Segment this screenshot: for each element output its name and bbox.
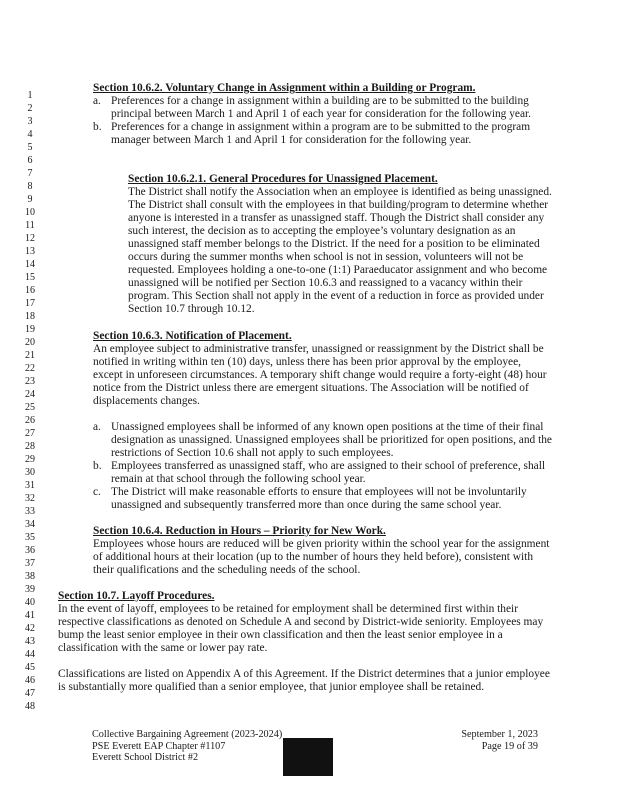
line-number: 10 [25,207,35,218]
item-a-text: Preferences for a change in assignment within a building are to be submitted to the building [111,95,529,107]
item-a-text: restrictions of Section 10.6 shall not apply to such employees. [111,447,394,459]
item-a-text: Unassigned employees shall be informed of any known open positions at the time of their final [111,421,544,433]
line-number: 44 [25,649,35,660]
paragraph-line: program. This Section shall not apply in the event of a reduction in force as provided under [128,290,544,302]
item-b-text: manager between March 1 and April 1 for consideration for the following year. [111,134,472,146]
line-number: 41 [25,610,35,621]
item-a-label: a. [93,421,101,433]
item-a-text: principal between March 1 and April 1 of each year for consideration for the following year. [111,108,532,120]
line-number: 23 [25,376,35,387]
line-number: 16 [25,285,35,296]
line-number: 13 [25,246,35,257]
item-c-text: unassigned and subsequently transferred more than once during the same school year. [111,499,502,511]
line-number: 29 [25,454,35,465]
line-number: 24 [25,389,35,400]
line-number: 34 [25,519,35,530]
line-number: 5 [27,142,33,153]
item-a-text: designation as unassigned. Unassigned employees shall be prioritized for open positions, and the [111,434,552,446]
footer-chapter: PSE Everett EAP Chapter #1107 [92,740,226,752]
footer-right [461,729,538,752]
paragraph-line: occurs during the summer months when school is not in session, volunteers will not be [128,251,524,263]
line-number: 17 [25,298,35,309]
line-number: 31 [25,480,35,491]
footer-left [92,729,282,764]
paragraph-line: their qualifications and the scheduling needs of the school. [93,564,361,576]
paragraph-line: unassigned staff member belongs to the District. If the need for a position to be eliminated [128,238,540,250]
section-10-7-heading: Section 10.7. Layoff Procedures. [58,590,215,602]
line-number: 1 [27,90,33,101]
footer-district: Everett School District #2 [92,752,199,763]
paragraph-line: respective classifications as denoted on Schedule A and second by District-wide seniority. Employees may [58,616,544,628]
line-number: 20 [25,337,35,348]
line-number: 28 [25,441,35,452]
paragraph-line: bump the least senior employee in their own classification and then the least senior employee in a [58,629,503,641]
line-number: 12 [25,233,35,244]
line-number: 46 [25,675,35,686]
line-number: 37 [25,558,35,569]
line-number: 7 [27,168,33,179]
paragraph-line: An employee subject to administrative transfer, unassigned or reassignment by the District shall be [93,343,544,355]
line-number: 40 [25,597,35,608]
line-number: 19 [25,324,35,335]
line-number: 22 [25,363,35,374]
line-number: 42 [25,623,35,634]
redaction-box [283,738,333,776]
line-number: 8 [27,181,33,192]
line-number: 26 [25,415,35,426]
footer-agreement-title: Collective Bargaining Agreement (2023-2024) [92,729,283,740]
line-number: 48 [25,701,35,712]
paragraph-line: such interest, the decision as to accepting the employee’s voluntary designation as an [128,225,516,237]
footer-date: September 1, 2023 [461,729,538,740]
paragraph-line: Employees whose hours are reduced will be given priority within the school year for the assignment [93,538,550,550]
paragraph-line: requested. Employees holding a one-to-one (1:1) Paraeducator assignment and who become [128,264,548,276]
line-number: 3 [27,116,33,127]
line-number: 4 [27,129,33,140]
item-b-label: b. [93,121,102,133]
line-number: 47 [25,688,35,699]
item-c-text: The District will make reasonable efforts to ensure that employees will not be involuntarily [111,486,527,498]
paragraph-line: The District shall notify the Association when an employee is identified as being unassigned. [128,186,552,198]
item-b-text: Preferences for a change in assignment within a program are to be submitted to the program [111,121,531,133]
paragraph-line: is substantially more qualified than a senior employee, that junior employee shall be retained. [58,681,485,693]
item-b-text: Employees transferred as unassigned staff, who are assigned to their school of preference, shall [111,460,546,472]
line-number: 39 [25,584,35,595]
line-number: 36 [25,545,35,556]
paragraph-line: displacements changes. [93,395,200,407]
line-number: 6 [27,155,33,166]
paragraph-line: unassigned will be notified per Section 10.6.3 and reassigned to a vacancy within their [128,277,523,289]
item-b-label: b. [93,460,102,472]
line-number: 11 [25,220,35,231]
line-number: 14 [25,259,35,270]
line-number: 2 [27,103,33,114]
item-a-label: a. [93,95,101,107]
line-number: 18 [25,311,35,322]
item-c-label: c. [93,486,101,498]
paragraph-line: except in unforeseen circumstances. A temporary shift change would require a forty-eight (48) hour [93,369,547,381]
item-b-text: remain at that school through the following school year. [111,473,366,485]
section-10-6-3-heading: Section 10.6.3. Notification of Placement. [93,330,292,342]
paragraph-line: Section 10.7 through 10.12. [128,303,255,315]
section-10-6-4-heading: Section 10.6.4. Reduction in Hours – Priority for New Work. [93,525,386,537]
line-number: 30 [25,467,35,478]
line-number: 38 [25,571,35,582]
line-number: 32 [25,493,35,504]
line-number: 35 [25,532,35,543]
line-number: 45 [25,662,35,673]
paragraph-line: In the event of layoff, employees to be retained for employment shall be determined first within their [58,603,519,615]
section-10-6-2-heading: Section 10.6.2. Voluntary Change in Assignment within a Building or Program. [93,82,476,94]
line-number: 33 [25,506,35,517]
paragraph-line: Classifications are listed on Appendix A of this Agreement. If the District determines that a junior employee [58,668,550,680]
footer-page-number: Page 19 of 39 [481,740,538,752]
paragraph-line: notified in writing within ten (10) days, unless there has been prior approval by the employee, [93,356,521,368]
paragraph-line: anyone is interested in a transfer as unassigned staff. Though the District shall consider any [128,212,545,224]
line-number: 25 [25,402,35,413]
paragraph-line: classification with the same or lower pay rate. [58,642,268,654]
section-10-6-2-1-heading: Section 10.6.2.1. General Procedures for Unassigned Placement. [128,173,438,185]
line-number: 43 [25,636,35,647]
line-number: 15 [25,272,35,283]
paragraph-line: notice from the District unless there are emergent situations. The Association will be notified of [93,382,529,394]
line-number: 21 [25,350,35,361]
paragraph-line: of additional hours at their location (up to the number of hours they held before), consistent with [93,551,534,563]
line-number: 9 [27,194,33,205]
line-number: 27 [25,428,35,439]
paragraph-line: The District shall consult with the employees in that building/program to determine whether [128,199,549,211]
